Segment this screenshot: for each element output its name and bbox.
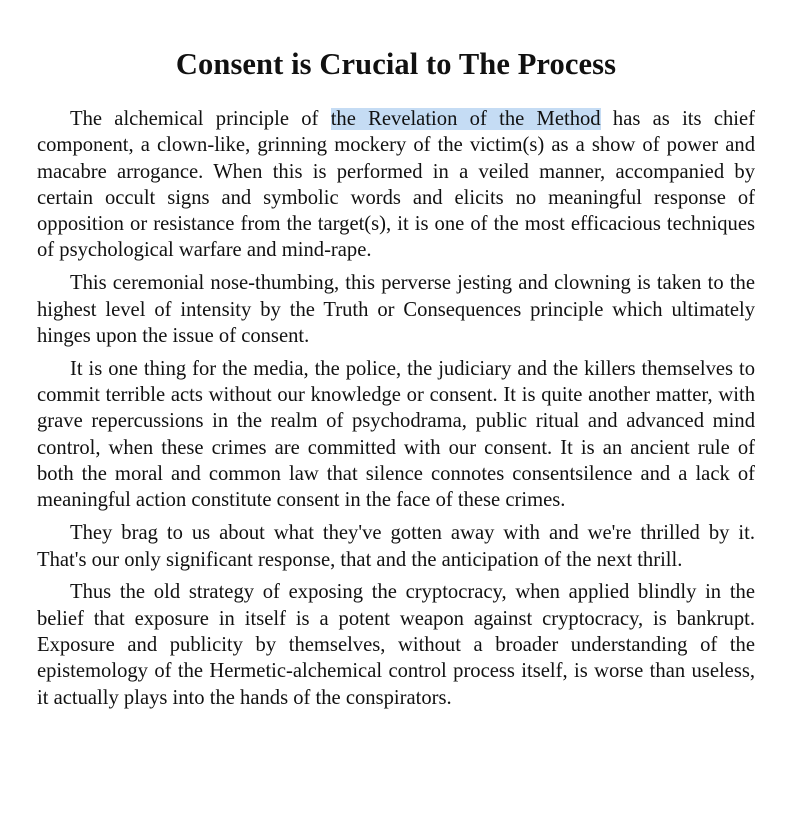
paragraph-1-text-after: has as its chief component, a clown-like, grinning mockery of the victim(s) as a show of power and macabre arrogance. When this is performed in a veiled manner, accompanied by certain occult signs and symbolic words and elicits no meaningful response of opposition or resistance from the target(s), it is one of the most efficacious techniques of psychological warfare and mind-rape. xyxy=(37,108,755,262)
paragraph-1-text-before: The alchemical principle of xyxy=(70,108,331,130)
paragraph-4: They brag to us about what they've gotten away with and we're thrilled by it. That's our only significant response, that and the anticipation of the next thrill. xyxy=(37,522,755,571)
paragraph-1 xyxy=(37,106,755,264)
paragraph-5: Thus the old strategy of exposing the cryptocracy, when applied blindly in the belief that exposure in itself is a potent weapon against cryptocracy, is bankrupt. Exposure and publicity by themselves, without a broader understanding of the epistemology of the Hermetic-alchemical control process itself, is worse than useless, it actually plays into the hands of the conspirators. xyxy=(37,581,755,709)
document-page xyxy=(37,0,755,718)
selected-text-highlight[interactable]: the Revelation of the Method xyxy=(330,108,601,130)
page-title: Consent is Crucial to The Process xyxy=(175,47,617,81)
paragraph-3: It is one thing for the media, the police, the judiciary and the killers themselves to commit terrible acts without our knowledge or consent. It is quite another matter, with grave repercussions in the realm of psychodrama, public ritual and advanced mind control, when these crimes are committed with our consent. It is an ancient rule of both the moral and common law that silence connotes consentsilence and a lack of meaningful action constitute consent in the face of these crimes. xyxy=(37,357,755,512)
document-body xyxy=(37,106,755,711)
paragraph-2: This ceremonial nose-thumbing, this perverse jesting and clowning is taken to the highest level of intensity by the Truth or Consequences principle which ultimately hinges upon the issue of consent. xyxy=(37,272,755,347)
